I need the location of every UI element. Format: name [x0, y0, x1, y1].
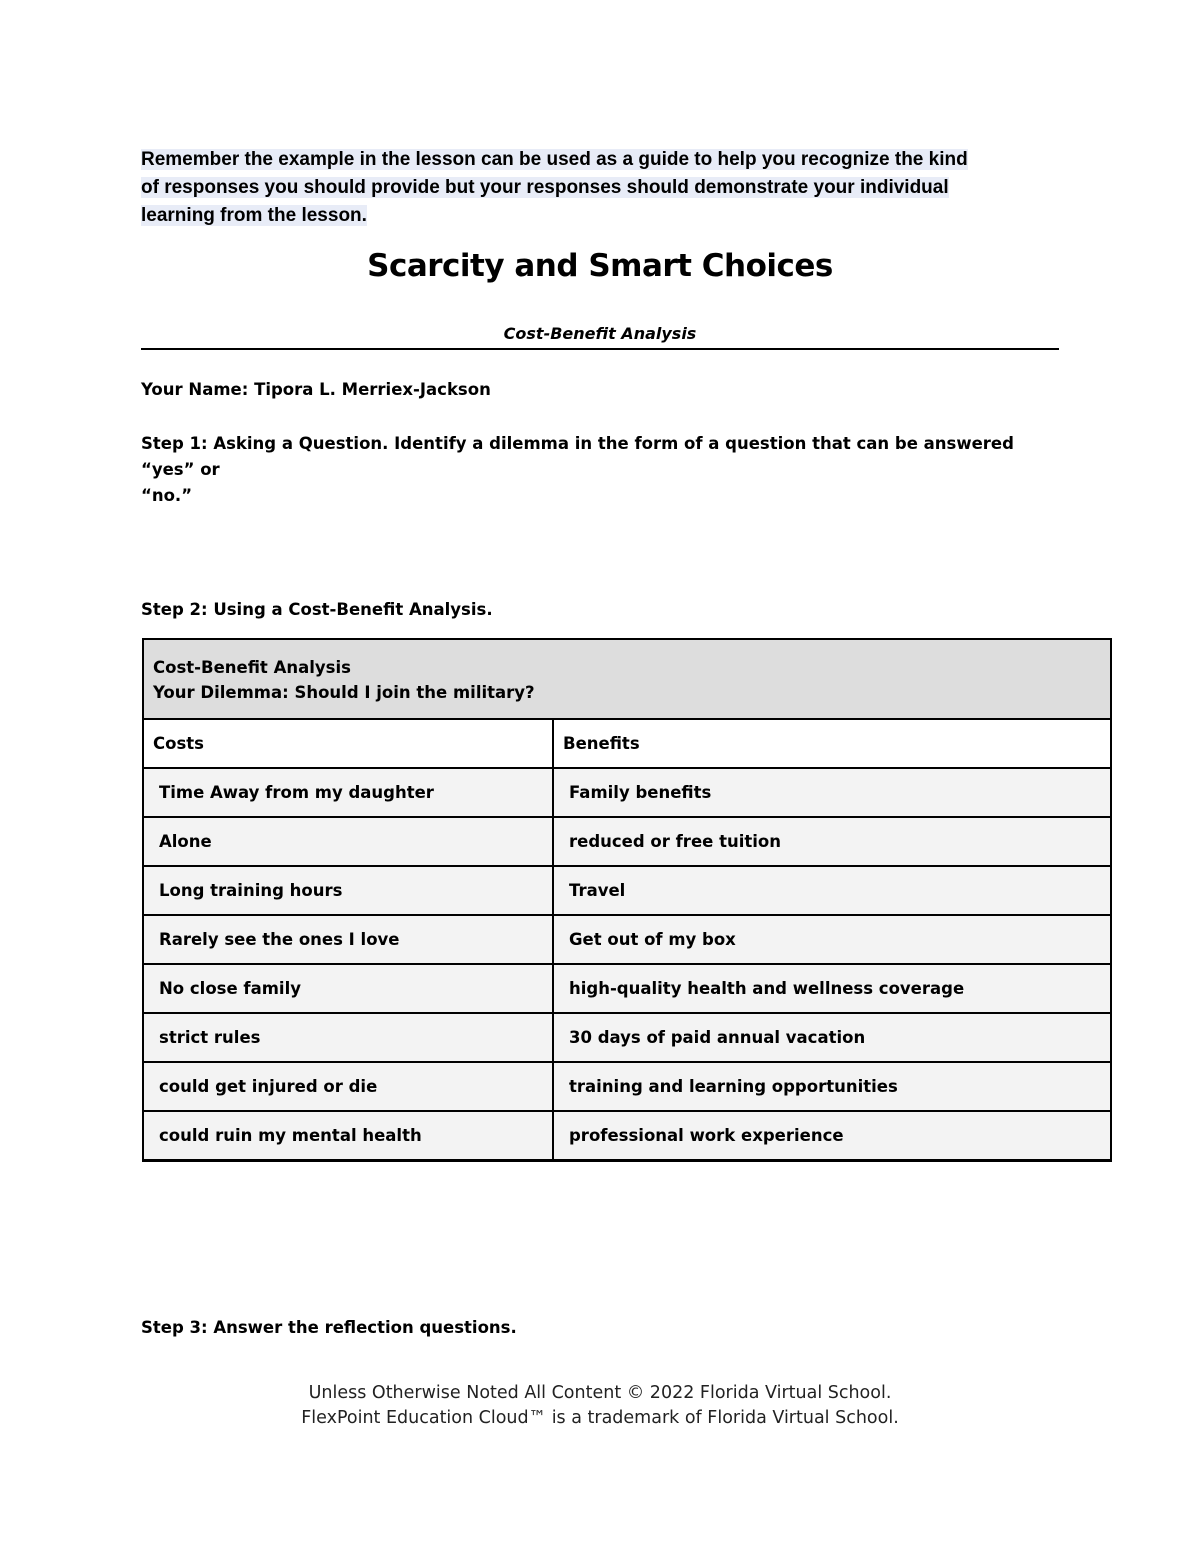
copyright-footer: [141, 1381, 1059, 1431]
cost-benefit-table: [142, 638, 1112, 1162]
cost-cell: strict rules: [143, 1013, 553, 1062]
step-1-line-1: Step 1: Asking a Question. Identify a dilemma in the form of a question that can be answered “yes” or: [141, 434, 1014, 479]
table-row: [143, 768, 1111, 817]
benefit-cell: professional work experience: [553, 1111, 1111, 1161]
intro-note: [141, 146, 1061, 230]
cost-cell: Alone: [143, 817, 553, 866]
table-row: [143, 1111, 1111, 1161]
table-row: [143, 915, 1111, 964]
table-row: [143, 817, 1111, 866]
column-header-row: [143, 719, 1111, 768]
benefit-cell: Family benefits: [553, 768, 1111, 817]
benefit-cell: reduced or free tuition: [553, 817, 1111, 866]
cost-cell: No close family: [143, 964, 553, 1013]
title-divider: [141, 348, 1059, 350]
costs-column-header: Costs: [143, 719, 553, 768]
intro-line-1: Remember the example in the lesson can be used as a guide to help you recognize the kind: [141, 149, 968, 170]
table-header-row: [143, 639, 1111, 719]
cost-cell: could get injured or die: [143, 1062, 553, 1111]
benefit-cell: high-quality health and wellness coverage: [553, 964, 1111, 1013]
cost-cell: could ruin my mental health: [143, 1111, 553, 1161]
intro-line-3: learning from the lesson.: [141, 205, 367, 226]
footer-line-2: FlexPoint Education Cloud™ is a trademark of Florida Virtual School.: [301, 1408, 899, 1428]
table-dilemma: Your Dilemma: Should I join the military?: [153, 683, 535, 702]
step-1-instruction: [141, 431, 1061, 509]
benefit-cell: 30 days of paid annual vacation: [553, 1013, 1111, 1062]
step-3-instruction: Step 3: Answer the reflection questions.: [141, 1318, 517, 1337]
step-1-line-2: “no.”: [141, 486, 193, 505]
benefit-cell: Travel: [553, 866, 1111, 915]
benefit-cell: Get out of my box: [553, 915, 1111, 964]
cost-cell: Time Away from my daughter: [143, 768, 553, 817]
cost-cell: Long training hours: [143, 866, 553, 915]
page-subtitle: Cost-Benefit Analysis: [503, 324, 697, 343]
table-row: [143, 1062, 1111, 1111]
table-header-cell: [143, 639, 1111, 719]
table-row: [143, 866, 1111, 915]
student-name: Your Name: Tipora L. Merriex-Jackson: [141, 380, 491, 399]
benefit-cell: training and learning opportunities: [553, 1062, 1111, 1111]
table-row: [143, 964, 1111, 1013]
table-row: [143, 1013, 1111, 1062]
footer-line-1: Unless Otherwise Noted All Content © 2022 Florida Virtual School.: [308, 1383, 892, 1403]
intro-line-2: of responses you should provide but your responses should demonstrate your individual: [141, 177, 949, 198]
cost-cell: Rarely see the ones I love: [143, 915, 553, 964]
step-2-instruction: Step 2: Using a Cost-Benefit Analysis.: [141, 600, 493, 619]
page-title: Scarcity and Smart Choices: [367, 248, 833, 284]
benefits-column-header: Benefits: [553, 719, 1111, 768]
table-header-title: Cost-Benefit Analysis: [153, 658, 351, 677]
